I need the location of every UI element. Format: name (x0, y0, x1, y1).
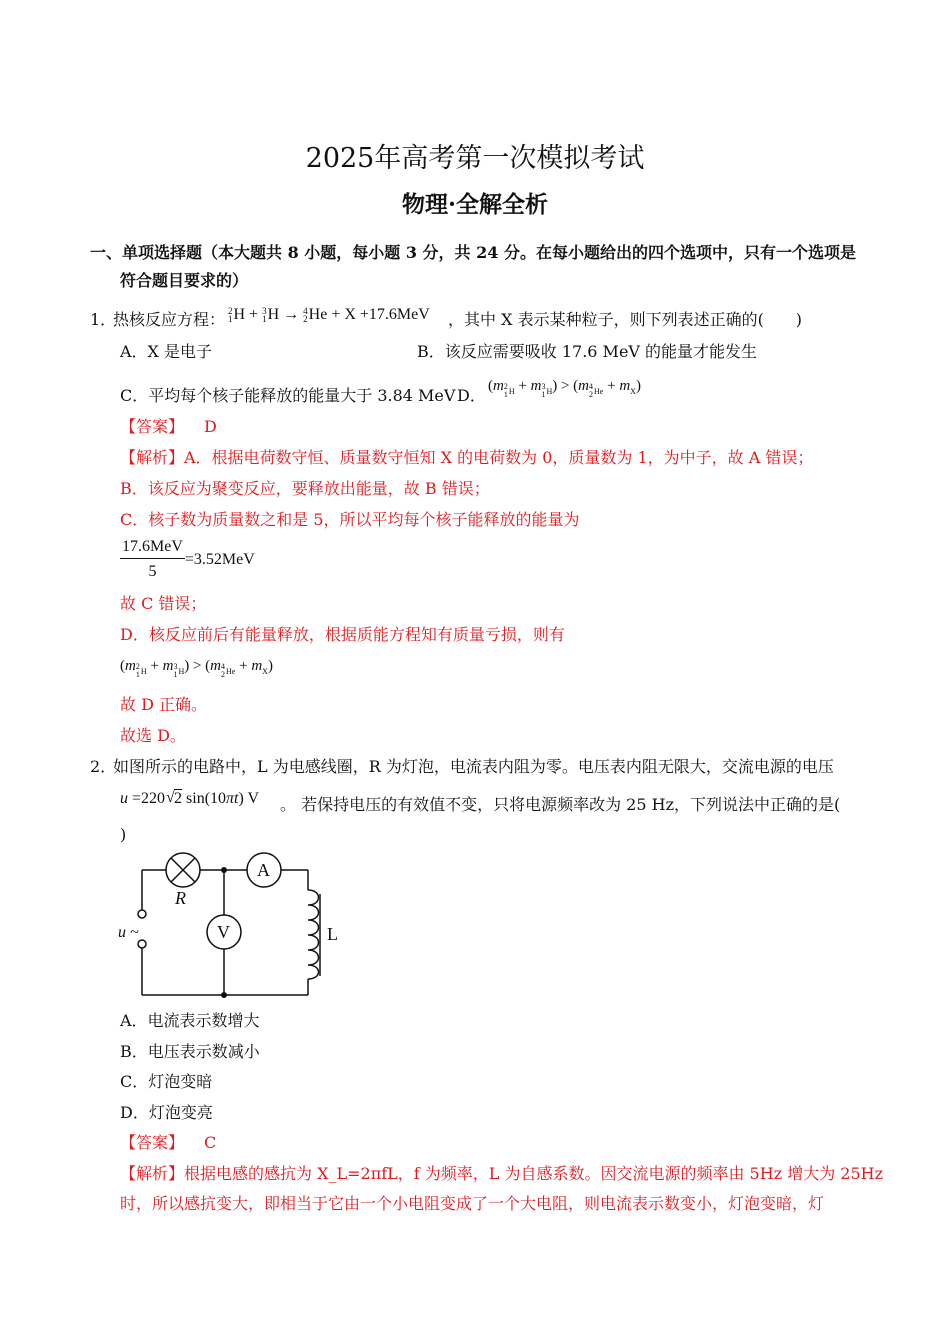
q1-option-d-formula: ( m 2 1 H + m 3 1 H ) > ( m 4 2 He + m X ) (488, 377, 641, 399)
section-heading-cont: 符合题目要求的） (120, 271, 249, 290)
lamp-symbol (166, 853, 200, 887)
q2-line2: 。 若保持电压的有效值不变，只将电源频率改为 25 Hz，下列说法中正确的是( (280, 795, 841, 814)
circuit-diagram (110, 848, 350, 1004)
q1-analysis-line2: B．该反应为聚变反应，要释放出能量，故 B 错误； (120, 479, 490, 498)
q2-number: 2． (90, 757, 117, 776)
q1-answer-value: D (204, 417, 217, 436)
section-heading: 一、单项选择题（本大题共 8 小题，每小题 3 分，共 24 分。在每小题给出的四个选项中，只有一个选项是 (90, 243, 856, 262)
q2-answer-label: 【答案】 (120, 1133, 185, 1152)
q1-prefix: 热核反应方程： (113, 310, 226, 329)
q2-option-c: C．灯泡变暗 (120, 1072, 213, 1091)
q1-number: 1． (90, 310, 117, 329)
voltmeter-label: V (217, 922, 230, 942)
q1-analysis-line1: 【解析】A．根据电荷数守恒、质量数守恒知 X 的电荷数为 0，质量数为 1，为中子，故 A 错误； (120, 448, 814, 467)
ammeter-label: A (257, 860, 270, 880)
q1-analysis-line4: 故 C 错误； (120, 594, 207, 613)
q2-line1: 如图所示的电路中，L 为电感线圈，R 为灯泡，电流表内阻为零。电压表内阻无限大，交流电源的电压 (113, 757, 834, 776)
q2-option-b: B．电压表示数减小 (120, 1042, 260, 1061)
q1-option-b: B．该反应需要吸收 17.6 MeV 的能量才能发生 (417, 342, 758, 361)
document-subtitle: 物理·全解全析 (401, 191, 548, 218)
q1-analysis-line3: C．核子数为质量数之和是 5，所以平均每个核子能释放的能量为 (120, 510, 580, 529)
source-label: u ~ (118, 924, 139, 941)
q1-energy-fraction: $\frac{\text{17.6MeV}}{5}$ =3.52MeV (122, 538, 255, 580)
q2-option-a: A．电流表示数增大 (120, 1011, 260, 1030)
q1-option-c: C．平均每个核子能释放的能量大于 3.84 MeV (120, 386, 456, 405)
inductor-label: L (327, 924, 338, 944)
q1-analysis-line5: D．核反应前后有能量释放，根据质能方程知有质量亏损，则有 (120, 625, 565, 644)
q1-analysis-line6: 故 D 正确。 (120, 695, 208, 714)
q2-analysis-line1: 【解析】根据电感的感抗为 X_L=2πfL，f 为频率，L 为自感系数。因交流电源的频率由 5Hz 增大为 25Hz (120, 1164, 884, 1183)
q1-equation: 2 1 H + 3 1 H → 4 2 He + X +17.6MeV (228, 306, 430, 324)
q1-suffix: ，其中 X 表示某种粒子，则下列表述正确的( ) (448, 310, 803, 329)
q1-mass-relation: ( m 2 1 H + m 3 1 H ) > ( m 4 2 He + m X ) (120, 657, 273, 679)
q1-answer-label: 【答案】 (120, 417, 185, 436)
document-title: 2025年高考第一次模拟考试 (305, 143, 645, 174)
q1-analysis-line7: 故选 D。 (120, 726, 186, 745)
q1-option-d-label: D． (457, 386, 486, 405)
q2-option-d: D．灯泡变亮 (120, 1103, 213, 1122)
q1-option-a: A．X 是电子 (120, 342, 213, 361)
q2-voltage-expression: u =220 √ 2 sin(10 πt ) V (120, 789, 260, 807)
q2-line3: ) (120, 825, 127, 844)
inductor-symbol (308, 890, 320, 979)
q2-answer-value: C (204, 1133, 217, 1152)
lamp-label: R (175, 888, 186, 908)
q2-analysis-line2: 时，所以感抗变大，即相当于它由一个小电阻变成了一个大电阻，则电流表示数变小，灯泡变暗，灯 (120, 1194, 825, 1213)
